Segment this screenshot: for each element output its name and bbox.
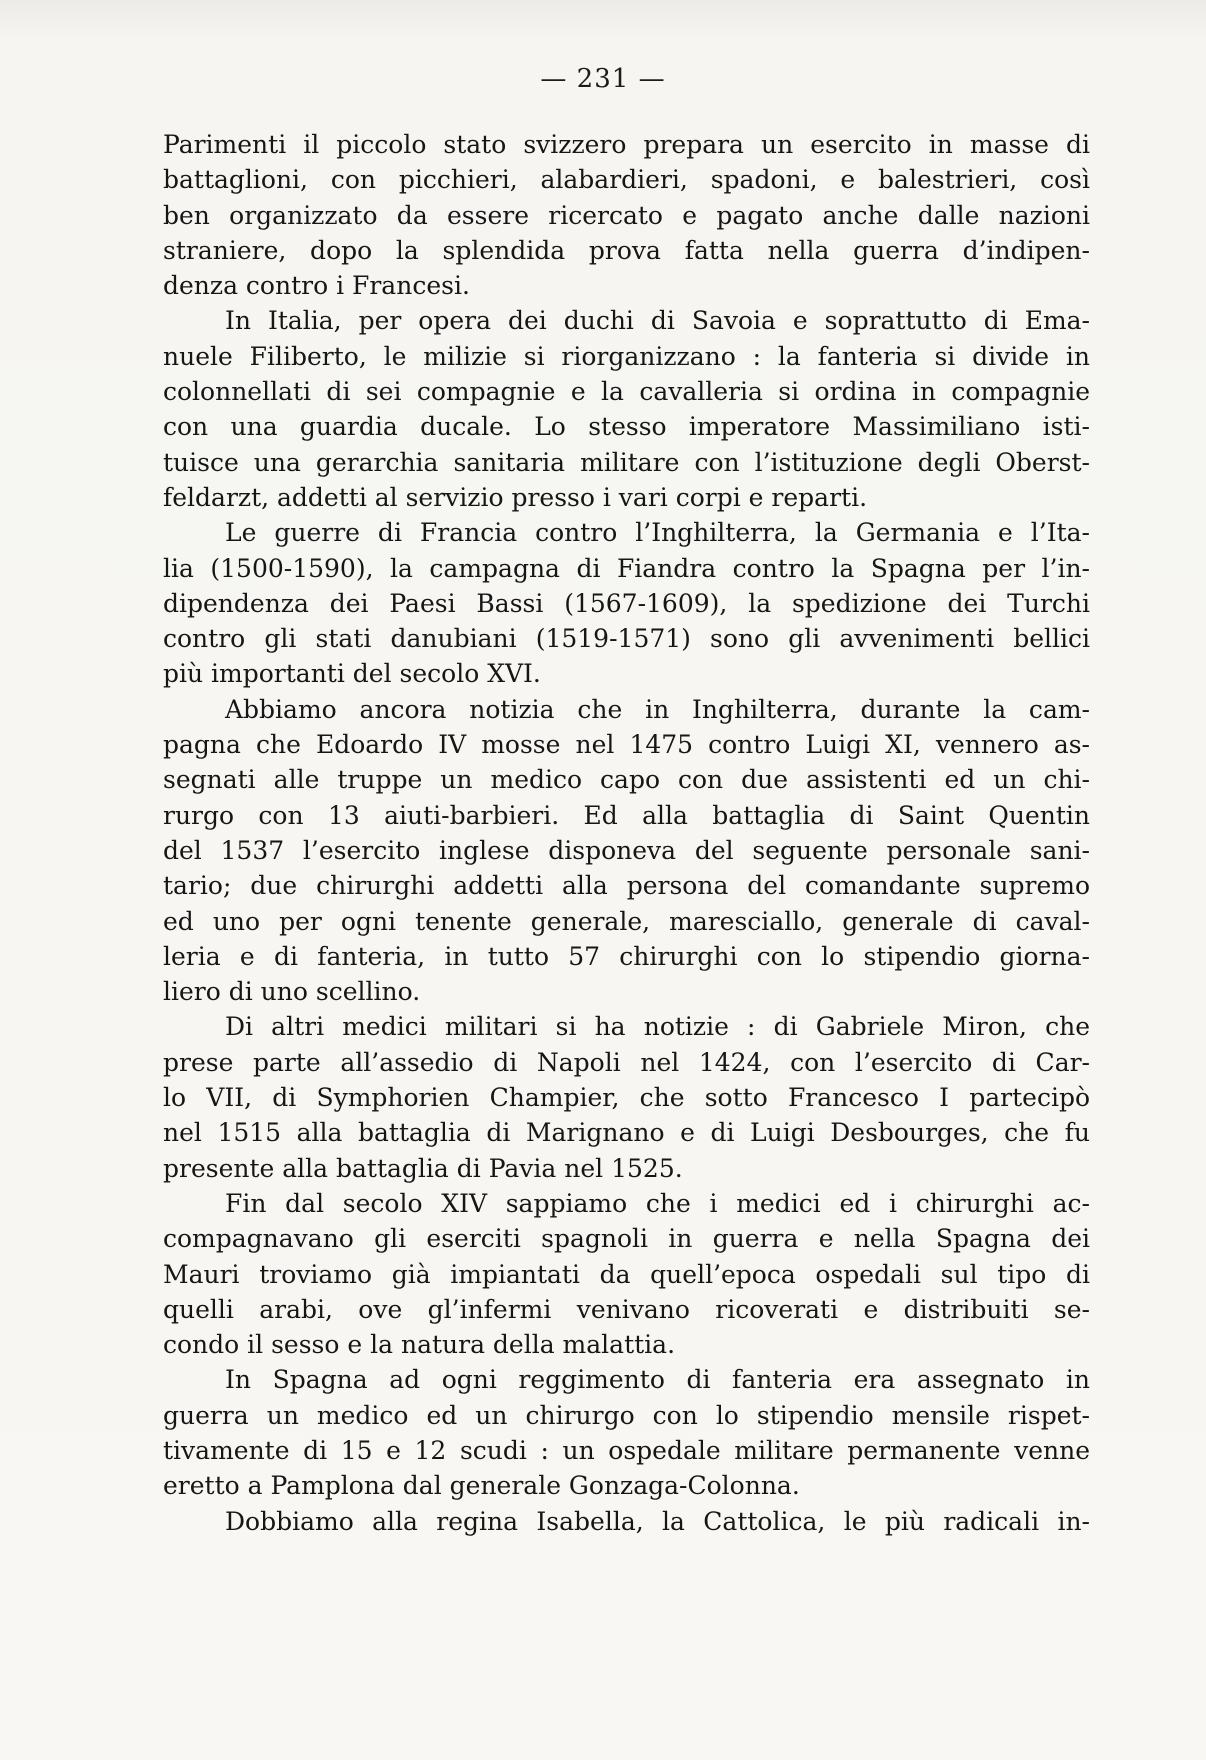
text-line: In Spagna ad ogni reggimento di fanteria era assegnato in bbox=[225, 1365, 1090, 1395]
text-line: eretto a Pamplona dal generale Gonzaga-Colonna. bbox=[163, 1471, 800, 1501]
text-line: Mauri troviamo già impiantati da quell’epoca ospedali sul tipo di bbox=[163, 1259, 1090, 1289]
text-line: feldarzt, addetti al servizio presso i vari corpi e reparti. bbox=[163, 482, 868, 512]
text-line: lia (1500-1590), la campagna di Fiandra contro la Spagna per l’in- bbox=[163, 553, 1090, 583]
text-line: quelli arabi, ove gl’infermi venivano ricoverati e distribuiti se- bbox=[163, 1294, 1090, 1324]
text-line: nel 1515 alla battaglia di Marignano e di Luigi Desbourges, che fu bbox=[163, 1118, 1090, 1148]
text-line: ed uno per ogni tenente generale, maresciallo, generale di caval- bbox=[163, 906, 1090, 936]
text-line: segnati alle truppe un medico capo con due assistenti ed un chi- bbox=[163, 765, 1090, 795]
text-line: liero di uno scellino. bbox=[163, 977, 421, 1007]
text-line: Parimenti il piccolo stato svizzero prepara un esercito in masse di bbox=[163, 130, 1090, 159]
text-line: Dobbiamo alla regina Isabella, la Cattolica, le più radicali in- bbox=[225, 1506, 1090, 1536]
text-line: dipendenza dei Paesi Bassi (1567-1609), la spedizione dei Turchi bbox=[163, 588, 1090, 618]
page-number: — 231 — bbox=[540, 64, 666, 94]
text-line: straniere, dopo la splendida prova fatta nella guerra d’indipen- bbox=[163, 235, 1090, 265]
text-line: più importanti del secolo XVI. bbox=[163, 659, 541, 689]
text-line: prese parte all’assedio di Napoli nel 1424, con l’esercito di Car- bbox=[163, 1047, 1090, 1077]
text-line: nuele Filiberto, le milizie si riorganizzano : la fanteria si divide in bbox=[163, 341, 1090, 371]
text-line: ben organizzato da essere ricercato e pagato anche dalle nazioni bbox=[163, 200, 1090, 230]
text-line: tivamente di 15 e 12 scudi : un ospedale militare permanente venne bbox=[163, 1435, 1090, 1465]
text-line: Abbiamo ancora notizia che in Inghilterra, durante la cam- bbox=[225, 694, 1090, 724]
text-line: con una guardia ducale. Lo stesso imperatore Massimiliano isti- bbox=[163, 412, 1090, 442]
text-line: contro gli stati danubiani (1519-1571) sono gli avvenimenti bellici bbox=[163, 624, 1090, 654]
text-line: tuisce una gerarchia sanitaria militare con l’istituzione degli Oberst- bbox=[163, 447, 1090, 477]
text-line: In Italia, per opera dei duchi di Savoia e soprattutto di Ema- bbox=[225, 306, 1090, 336]
text-line: tario; due chirurghi addetti alla persona del comandante supremo bbox=[163, 871, 1090, 901]
text-line: compagnavano gli eserciti spagnoli in guerra e nella Spagna dei bbox=[163, 1224, 1090, 1254]
text-line: guerra un medico ed un chirurgo con lo stipendio mensile rispet- bbox=[163, 1400, 1090, 1430]
text-line: battaglioni, con picchieri, alabardieri, spadoni, e balestrieri, così bbox=[163, 165, 1090, 195]
text-line: condo il sesso e la natura della malattia. bbox=[163, 1330, 676, 1360]
text-line: Fin dal secolo XIV sappiamo che i medici ed i chirurghi ac- bbox=[225, 1188, 1090, 1218]
text-line: pagna che Edoardo IV mosse nel 1475 contro Luigi XI, vennero as- bbox=[163, 730, 1090, 760]
text-line: rurgo con 13 aiuti-barbieri. Ed alla battaglia di Saint Quentin bbox=[163, 800, 1090, 830]
text-line: Di altri medici militari si ha notizie : di Gabriele Miron, che bbox=[225, 1012, 1090, 1042]
text-line: colonnellati di sei compagnie e la cavalleria si ordina in compagnie bbox=[163, 377, 1090, 407]
text-line: presente alla battaglia di Pavia nel 1525. bbox=[163, 1153, 683, 1183]
text-line: lo VII, di Symphorien Champier, che sotto Francesco I partecipò bbox=[163, 1083, 1090, 1113]
text-line: del 1537 l’esercito inglese disponeva del seguente personale sani- bbox=[163, 835, 1090, 865]
text-line: leria e di fanteria, in tutto 57 chirurghi con lo stipendio giorna- bbox=[163, 941, 1090, 971]
body-text bbox=[163, 127, 1090, 1539]
text-line: denza contro i Francesi. bbox=[163, 271, 470, 301]
text-line: Le guerre di Francia contro l’Inghilterra, la Germania e l’Ita- bbox=[225, 518, 1090, 548]
